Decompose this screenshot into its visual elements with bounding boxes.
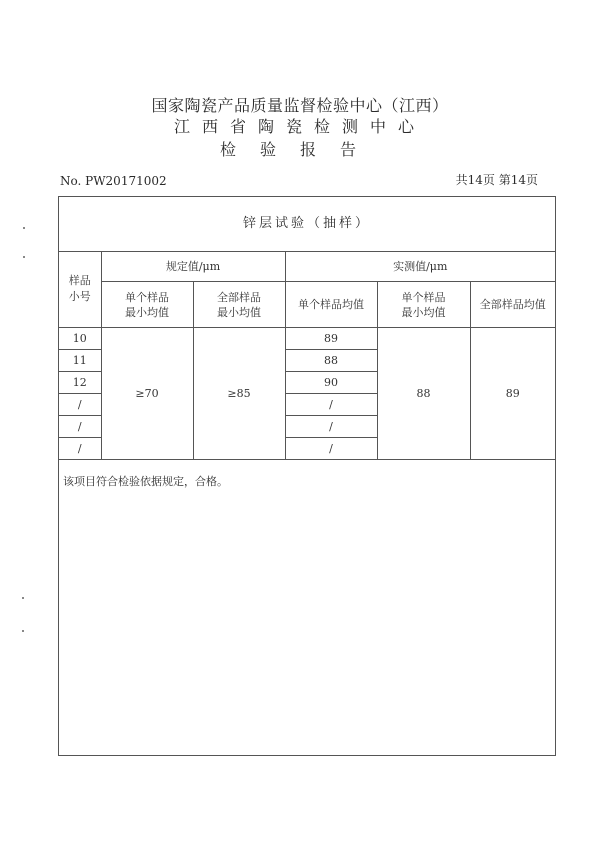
meas-all-avg-value: 89 [470,328,555,460]
spec-single-min-value: ≥70 [101,328,193,460]
measured-value-cell: / [285,438,377,460]
sample-cell: / [59,394,101,416]
conclusion-text: 该项目符合检验依据规定，合格。 [63,475,228,488]
header-sample-no: 样品 小号 [59,251,101,328]
meas-single-min-value: 88 [377,328,470,460]
header-spec-group: 规定值/μm [101,251,285,282]
header-meas-all-avg: 全部样品均值 [470,282,555,328]
measured-value-cell: 90 [285,372,377,394]
table-row [59,328,555,350]
sample-cell: / [59,416,101,438]
margin-mark [23,256,25,258]
margin-mark [23,227,25,229]
zinc-test-table [59,251,555,460]
header-line-3: 检验报告 [219,140,380,159]
page-info: 共14页 第14页 [455,173,538,187]
margin-mark [22,597,24,599]
header-measured-group: 实测值/μm [285,251,555,282]
sample-cell: 12 [59,372,101,394]
measured-value-cell: / [285,416,377,438]
sample-cell: 10 [59,328,101,350]
sample-cell: / [59,438,101,460]
header-spec-all-min: 全部样品 最小均值 [193,282,285,328]
header-line-1: 国家陶瓷产品质量监督检验中心（江西） [151,96,449,115]
spec-all-min-value: ≥85 [193,328,285,460]
margin-mark [22,630,24,632]
header-line-2: 江西省陶瓷检测中心 [173,117,426,136]
measured-value-cell: 88 [285,350,377,372]
measured-value-cell: / [285,394,377,416]
report-number: No. PW20171002 [60,174,167,188]
header-spec-single-min: 单个样品 最小均值 [101,282,193,328]
header-meas-single-avg: 单个样品均值 [285,282,377,328]
sample-cell: 11 [59,350,101,372]
section-title: 锌层试验（抽样） [59,197,555,252]
report-frame [58,196,556,756]
measured-value-cell: 89 [285,328,377,350]
header-meas-single-min: 单个样品 最小均值 [377,282,470,328]
